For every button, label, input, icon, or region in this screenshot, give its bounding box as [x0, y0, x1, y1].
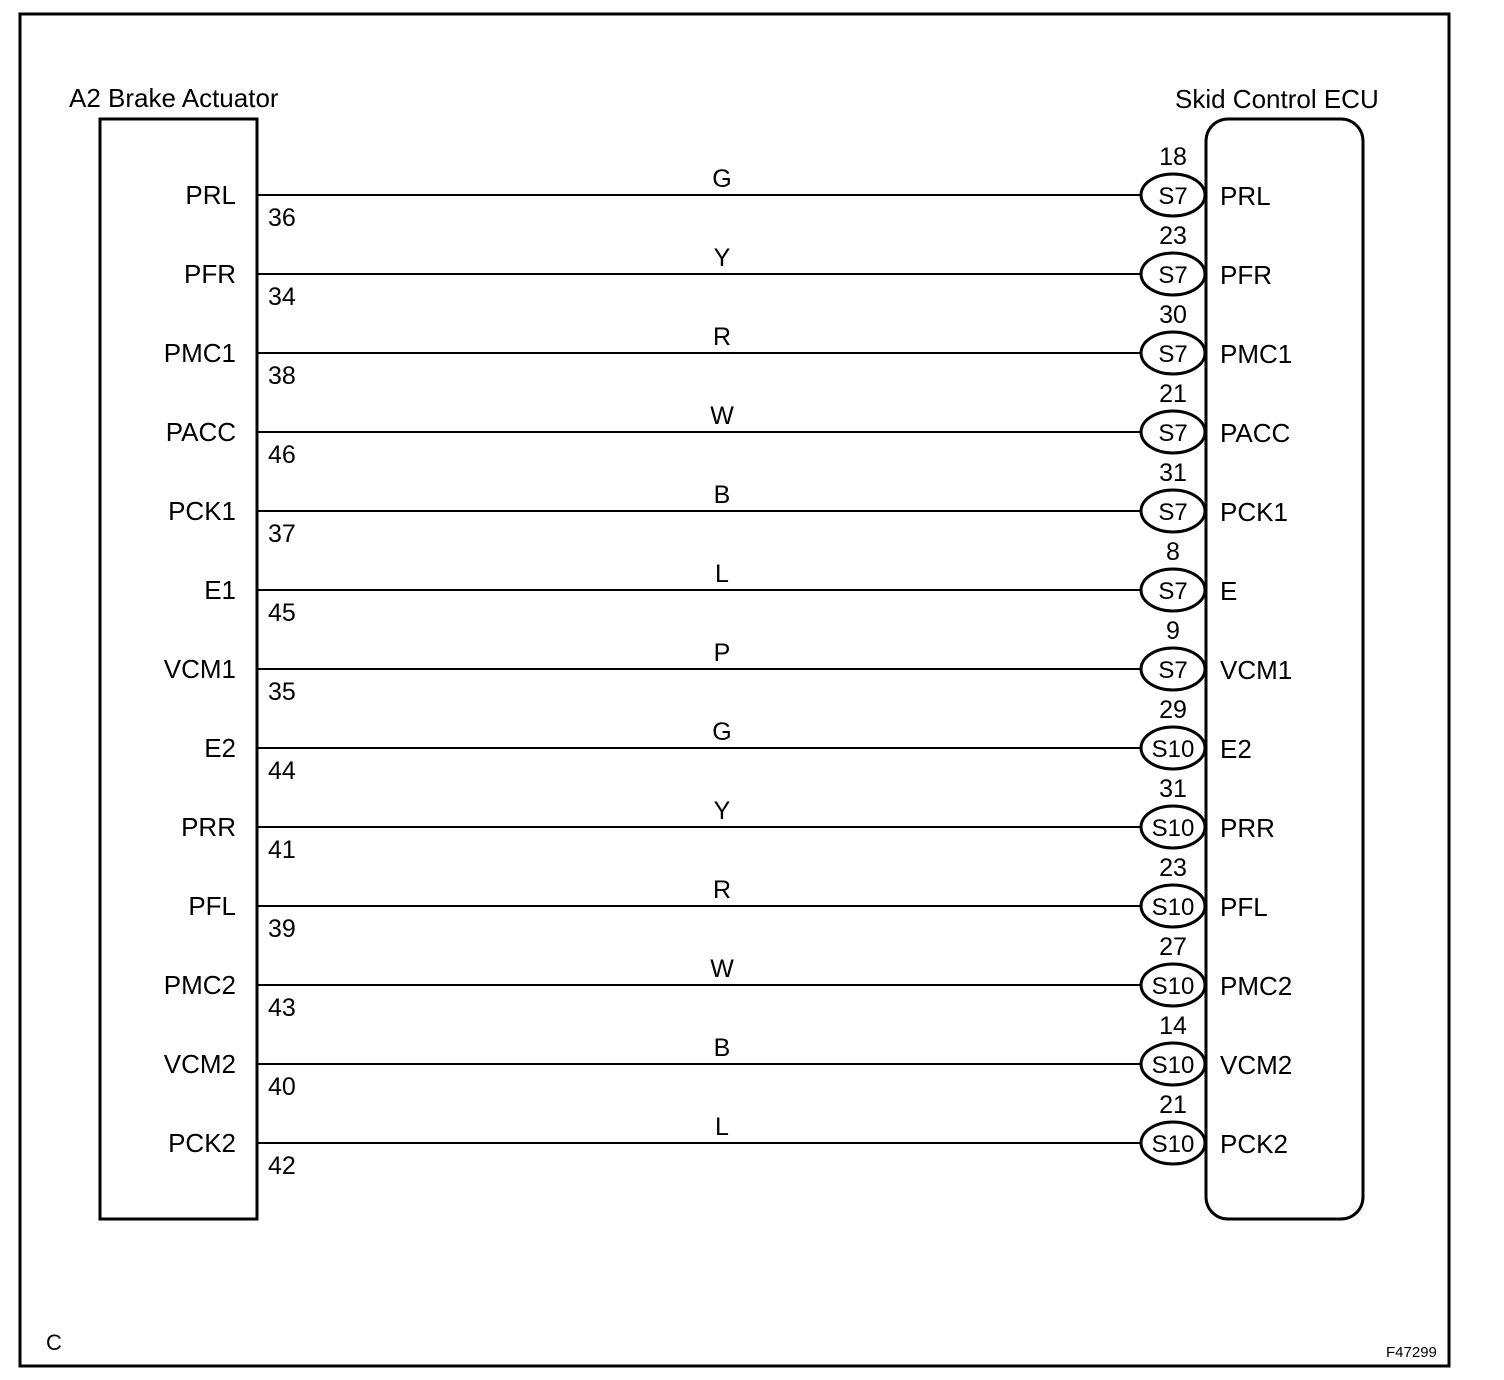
wire-color-code: G — [712, 165, 732, 193]
left-pin-number: 34 — [268, 283, 296, 311]
connector-label: S10 — [1151, 1131, 1195, 1158]
connector-label: S10 — [1151, 973, 1195, 1000]
left-terminal-label: VCM2 — [163, 1049, 236, 1079]
corner-label: C — [46, 1330, 62, 1355]
connector-label: S7 — [1158, 420, 1188, 447]
left-terminal-label: PFL — [188, 891, 236, 921]
right-terminal-label: VCM2 — [1220, 1050, 1293, 1080]
wire-color-code: R — [712, 876, 732, 904]
wire-color-code: L — [715, 1113, 729, 1141]
left-terminal-label: PACC — [165, 417, 236, 447]
wire-color-code: R — [712, 323, 732, 351]
left-terminal-label: PMC2 — [163, 970, 236, 1000]
left-pin-number: 35 — [268, 678, 296, 706]
wire-color-code: Y — [713, 797, 731, 825]
left-pin-number: 46 — [268, 441, 296, 469]
left-pin-number: 38 — [268, 362, 296, 390]
connector-label: S7 — [1158, 262, 1188, 289]
right-pin-number: 31 — [1159, 775, 1187, 803]
wire-color-code: W — [710, 955, 734, 983]
connector-label: S10 — [1151, 815, 1195, 842]
wire-color-code: L — [715, 560, 729, 588]
wire-color-code: G — [712, 718, 732, 746]
left-terminal-label: PRL — [185, 180, 236, 210]
right-pin-number: 18 — [1159, 143, 1187, 171]
wire-color-code: P — [713, 639, 731, 667]
connector-label: S10 — [1151, 894, 1195, 921]
right-pin-number: 31 — [1159, 459, 1187, 487]
right-terminal-label: E2 — [1220, 734, 1252, 764]
right-terminal-label: PMC2 — [1220, 971, 1293, 1001]
left-pin-number: 44 — [268, 757, 296, 785]
left-terminal-label: PCK2 — [168, 1128, 236, 1158]
right-pin-number: 9 — [1166, 617, 1180, 645]
right-pin-number: 29 — [1159, 696, 1187, 724]
connector-label: S10 — [1151, 736, 1195, 763]
right-pin-number: 27 — [1159, 933, 1187, 961]
left-terminal-label: E1 — [204, 575, 236, 605]
connector-label: S7 — [1158, 183, 1188, 210]
left-pin-number: 36 — [268, 204, 296, 232]
right-terminal-label: PMC1 — [1220, 339, 1293, 369]
right-pin-number: 14 — [1159, 1012, 1187, 1040]
right-pin-number: 21 — [1159, 1091, 1187, 1119]
wire-color-code: B — [713, 1034, 731, 1062]
left-pin-number: 37 — [268, 520, 296, 548]
right-pin-number: 8 — [1166, 538, 1180, 566]
right-terminal-label: PACC — [1220, 418, 1291, 448]
left-pin-number: 39 — [268, 915, 296, 943]
left-pin-number: 43 — [268, 994, 296, 1022]
left-terminal-label: PRR — [181, 812, 236, 842]
right-pin-number: 23 — [1159, 222, 1187, 250]
connector-label: S7 — [1158, 499, 1188, 526]
left-terminal-label: PCK1 — [168, 496, 236, 526]
connector-label: S7 — [1158, 578, 1188, 605]
wire-color-code: Y — [713, 244, 731, 272]
connector-label: S10 — [1151, 1052, 1195, 1079]
left-terminal-label: E2 — [204, 733, 236, 763]
right-terminal-label: VCM1 — [1220, 655, 1293, 685]
left-terminal-label: VCM1 — [163, 654, 236, 684]
left-pin-number: 41 — [268, 836, 296, 864]
left-pin-number: 45 — [268, 599, 296, 627]
connector-label: S7 — [1158, 341, 1188, 368]
right-terminal-label: E — [1220, 576, 1238, 606]
outer-frame — [20, 14, 1449, 1366]
right-pin-number: 30 — [1159, 301, 1187, 329]
right-terminal-label: PFR — [1220, 260, 1272, 290]
left-pin-number: 42 — [268, 1152, 296, 1180]
right-terminal-label: PRL — [1220, 181, 1271, 211]
right-pin-number: 21 — [1159, 380, 1187, 408]
right-terminal-label: PFL — [1220, 892, 1268, 922]
figure-code: F47299 — [1386, 1344, 1437, 1361]
left-component-title: A2 Brake Actuator — [69, 83, 279, 113]
right-terminal-label: PCK2 — [1220, 1129, 1288, 1159]
left-terminal-label: PMC1 — [163, 338, 236, 368]
right-terminal-label: PRR — [1220, 813, 1275, 843]
wire-color-code: W — [710, 402, 734, 430]
right-pin-number: 23 — [1159, 854, 1187, 882]
left-terminal-label: PFR — [184, 259, 236, 289]
wire-color-code: B — [713, 481, 731, 509]
wire-rows — [164, 143, 1293, 1180]
connector-label: S7 — [1158, 657, 1188, 684]
right-terminal-label: PCK1 — [1220, 497, 1288, 527]
right-component-title: Skid Control ECU — [1175, 84, 1379, 114]
left-pin-number: 40 — [268, 1073, 296, 1101]
